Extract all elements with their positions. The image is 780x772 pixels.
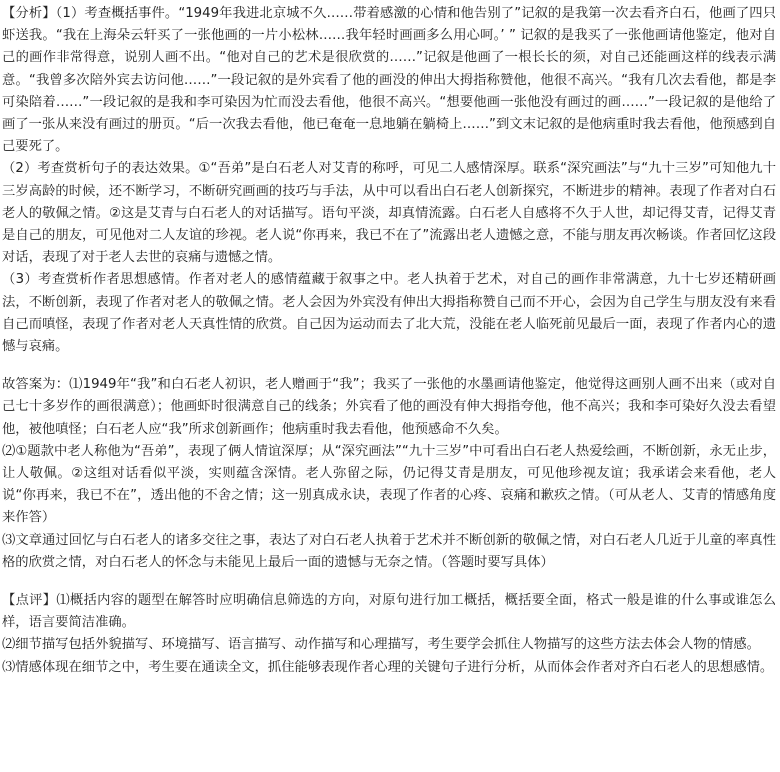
section-spacer <box>2 574 776 590</box>
comment-paragraph-2: ⑵细节描写包括外貌描写、环境描写、语言描写、动作描写和心理描写，考生要学会抓住人物描写的这些方法去体会人物的情感。 <box>2 637 760 653</box>
section-spacer <box>2 358 776 374</box>
answer-paragraph-2: ⑵①题款中老人称他为“吾弟”，表现了俩人情谊深厚；从“深究画法”“九十三岁”中可看出白石老人热爱绘画，不断创新，永无止步，让人敬佩。②这组对话看似平淡，实则蕴含深情。老人弥留之际，仍记得艾青是朋友，可见他珍视友谊；我承诺会来看他，老人说“你再来，我已不在”，透出他的不舍之情；这一别真成永诀，表现了作者的心疼、哀痛和歉疚之情。（可从老人、艾青的情感角度来作答） <box>2 443 776 526</box>
comment-paragraph-1: 【点评】⑴概括内容的题型在解答时应明确信息筛选的方向，对原句进行加工概括，概括要全面，格式一般是谁的什么事或谁怎么样，语言要简洁准确。 <box>2 593 776 631</box>
answer-section <box>2 374 776 574</box>
analysis-paragraph-3: （3）考查赏析作者思想感情。作者对老人的感情蕴藏于叙事之中。老人执着于艺术，对自己的画作非常满意，九十七岁还精研画法，不断创新，表现了作者对老人的敬佩之情。老人会因为外宾没有伸出大拇指称赞自己而不开心，会因为自己学生与朋友没有来看自己而嗔怪，表现了作者对老人天真性情的欣赏。自己因为运动而去了北大荒，没能在老人临死前见最后一面，表现了作者内心的遗憾与哀痛。 <box>2 272 776 355</box>
answer-document <box>2 3 776 679</box>
analysis-paragraph-1: 【分析】（1）考查概括事件。“1949年我进北京城不久……带着感激的心情和他告别了”记叙的是我第一次去看齐白石，他画了四只虾送我。“我在上海朵云轩买了一张他画的一片小松林……我年轻时画画多么用心呵。’ ” 记叙的是我买了一张他画请他鉴定，他对自己的画作非常得意，说别人画不出。“他对自己的艺术是很欣赏的……”记叙是他画了一根长长的须，对自己还能画这样的线表示满意。“我曾多次陪外宾去访问他……”一段记叙的是外宾看了他的画没的伸出大拇指称赞他，他很不高兴。“我有几次去看他，都是李可染陪着……”一段记叙的是我和李可染因为忙而没去看他，他很不高兴。“想要他画一张他没有画过的画……”一段记叙的是他给了画了一张从来没有画过的册页。“后一次我去看他，他已奄奄一息地躺在躺椅上……”到文末记叙的是他病重时我去看他，他预感到自己要死了。 <box>2 6 776 155</box>
answer-paragraph-3: ⑶文章通过回忆与白石老人的诸多交往之事，表达了对白石老人执着于艺术并不断创新的敬佩之情，对白石老人几近于儿童的率真性格的欣赏之情，对白石老人的怀念与未能见上最后一面的遗憾与无奈之情。（答题时要写具体） <box>2 532 776 570</box>
answer-paragraph-1: 故答案为：⑴1949年“我”和白石老人初识，老人赠画于“我”；我买了一张他的水墨画请他鉴定，他觉得这画别人画不出来（或对自己七十多岁作的画很满意）；他画虾时很满意自己的线条；外宾看了他的画没有伸大拇指夸他，他不高兴；我和李可染好久没去看望他，被他嗔怪；白石老人应“我”所求创新画作；他病重时我去看他，他预感命不久矣。 <box>2 377 776 437</box>
analysis-section <box>2 3 776 358</box>
comment-section <box>2 590 776 679</box>
analysis-paragraph-2: （2）考查赏析句子的表达效果。①“吾弟”是白石老人对艾青的称呼，可见二人感情深厚。联系“深究画法”与“九十三岁”可知他九十三岁高龄的时候，还不断学习，不断研究画画的技巧与手法，从中可以看出白石老人创新探究，不断进步的精神。表现了作者对白石老人的敬佩之情。②这是艾青与白石老人的对话描写。语句平淡，却真情流露。白石老人自感将不久于人世，却记得艾青，记得艾青是自己的朋友，可见他对二人友谊的珍视。老人说“你再来，我已不在了”流露出老人遗憾之意，不能与朋友再次畅谈。作者回忆这段对话，表现了对于老人去世的哀痛与遗憾之情。 <box>2 161 776 266</box>
comment-paragraph-3: ⑶情感体现在细节之中，考生要在通读全文，抓住能够表现作者心理的关键句子进行分析，从而体会作者对齐白石老人的思想感情。 <box>2 659 774 675</box>
